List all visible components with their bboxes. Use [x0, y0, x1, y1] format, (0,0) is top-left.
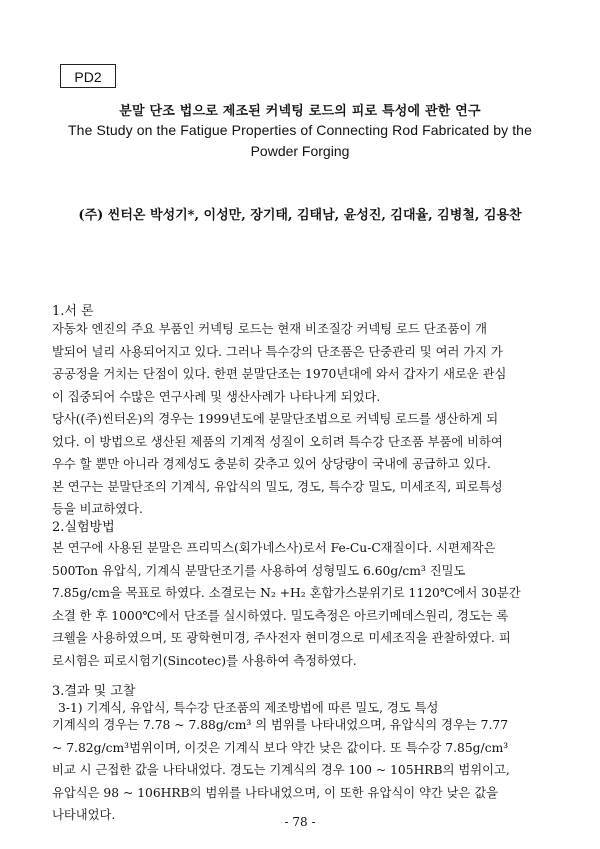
text-line: 자동차 엔진의 주요 부품인 커넥팅 로드는 현재 비조질강 커넥팅 로드 단조품이 개: [52, 322, 487, 336]
text-line: 등을 비교하였다.: [52, 502, 143, 516]
text-line: 로시험은 피로시험기(Sincotec)를 사용하여 측정하였다.: [52, 653, 357, 668]
text-line: 었다. 이 방법으로 생산된 제품의 기계적 성질이 오히려 특수강 단조품 부품에 비하여: [52, 434, 503, 449]
text-line: 당사((주)씬터온)의 경우는 1999년도에 분말단조법으로 커넥팅 로드를 생산하게 되: [52, 412, 499, 426]
author-list: (주) 씬터온 박성기*, 이성만, 장기태, 김태남, 윤성진, 김대율, 김병철, 김용찬: [78, 208, 522, 223]
text-line: 공공정을 거치는 단점이 있다. 한편 분말단조는 1970년대에 와서 갑자기 새로운 관심: [52, 367, 507, 381]
text-line: 우수 할 뿐만 아니라 경제성도 충분히 갖추고 있어 상당량이 국내에 공급하고 있다.: [52, 457, 491, 471]
text-line: 기계식의 경우는 7.78 ~ 7.88g/cm³ 의 범위를 나타내었으며, 유압식의 경우는 7.77: [52, 718, 509, 732]
section-2-body: [52, 537, 552, 672]
text-line: 이 집중되어 수많은 연구사례 및 생산사례가 나타나게 되었다.: [52, 389, 381, 404]
text-line: 소결 한 후 1000℃에서 단조를 실시하였다. 밀도측정은 아르키메데스원리, 경도는 록: [52, 608, 509, 623]
title-english-line1: The Study on the Fatigue Properties of Connecting Rod Fabricated by the: [68, 122, 532, 138]
text-line: 500Ton 유압식, 기계식 분말단조기를 사용하여 성형밀도 6.60g/cm³ 진밀도: [52, 563, 466, 578]
section-3-heading: 3.결과 및 고찰: [52, 684, 136, 699]
text-line: 본 연구에 사용된 분말은 프리믹스(회가네스사)로서 Fe-Cu-C재질이다. 시편제작은: [52, 541, 496, 555]
title-korean: 분말 단조 법으로 제조된 커넥팅 로드의 피로 특성에 관한 연구: [119, 104, 481, 119]
text-line: 7.85g/cm을 목표로 하였다. 소결로는 N₂ +H₂ 혼합가스분위기로 1120℃에서 30분간: [52, 586, 521, 600]
text-line: 나타내었다.: [52, 808, 116, 822]
page-number: - 78 -: [284, 815, 316, 829]
section-1-heading: 1.서 론: [52, 304, 94, 319]
title-english-line2: Powder Forging: [250, 143, 350, 159]
text-line: 크웰을 사용하였으며, 또 광학현미경, 주사전자 현미경으로 미세조직을 관찰하였다. 피: [52, 631, 511, 645]
text-line: 본 연구는 분말단조의 기계식, 유압식의 밀도, 경도, 특수강 밀도, 미세조직, 피로특성: [52, 479, 503, 494]
section-3-body: [52, 714, 552, 827]
section-3-1-subheading: 3-1) 기계식, 유압식, 특수강 단조품의 제조방법에 따른 밀도, 경도 특성: [58, 701, 439, 715]
section-1-body: [52, 318, 552, 521]
section-2-heading: 2.실험방법: [52, 520, 115, 535]
text-line: 비교 시 근접한 값을 나타내었다. 경도는 기계식의 경우 100 ~ 105HRB의 범위이고,: [52, 763, 510, 777]
text-line: 유압식은 98 ~ 106HRB의 범위를 나타내었으며, 이 또한 유압식이 약간 낮은 값을: [52, 785, 499, 800]
text-line: ~ 7.82g/cm³범위이며, 이것은 기계식 보다 약간 낮은 값이다. 또 특수강 7.85g/cm³: [52, 740, 509, 755]
paper-code-badge: PD2: [60, 64, 116, 88]
text-line: 발되어 널리 사용되어지고 있다. 그러나 특수강의 단조품은 단중관리 및 여러 가지 가: [52, 344, 503, 359]
